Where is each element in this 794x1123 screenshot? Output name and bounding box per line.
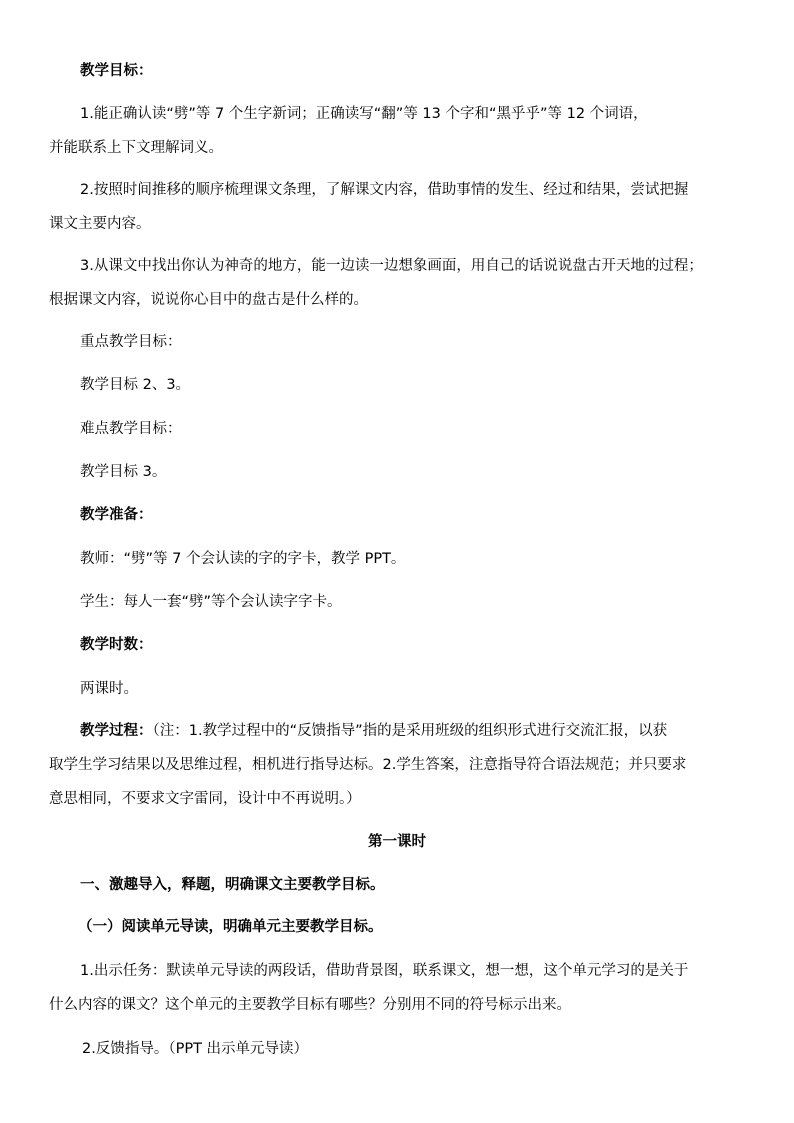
section-1-title: 一、激趣导入，释题，明确课文主要教学目标。 [80, 877, 385, 893]
prep-teacher: 教师：“劈”等 7 个会认读的字的字卡，教学 PPT。 [80, 551, 406, 567]
hard-goals-value: 教学目标 3。 [80, 464, 167, 480]
goal-1-line-2: 并能联系上下文理解词义。 [49, 140, 223, 156]
task-1-line-1: 1.出示任务：默读单元导读的两段话，借助背景图，联系课文，想一想，这个单元学习的是关于 [80, 963, 689, 979]
subsection-1-title: （一）阅读单元导读，明确单元主要教学目标。 [78, 919, 383, 935]
prep-student: 学生：每人一套“劈”等个会认读字字卡。 [80, 594, 342, 610]
key-goals-label: 重点教学目标： [80, 334, 182, 350]
heading-teaching-hours: 教学时数： [80, 637, 153, 653]
heading-teaching-prep: 教学准备： [80, 507, 153, 523]
heading-teaching-process: 教学过程： [80, 723, 153, 739]
hours-value: 两课时。 [80, 681, 138, 697]
lesson-1-title: 第一课时 [368, 834, 426, 850]
process-line-1 [80, 722, 667, 740]
hard-goals-label: 难点教学目标： [80, 421, 182, 437]
task-2-line-1: 2.反馈指导。（PPT 出示单元导读） [82, 1041, 309, 1057]
goal-3-line-2: 根据课文内容，说说你心目中的盘古是什么样的。 [49, 292, 368, 308]
key-goals-value: 教学目标 2、3。 [80, 377, 191, 393]
process-note-line-2: 取学生学习结果以及思维过程，相机进行指导达标。2.学生答案，注意指导符合语法规范；并只要求 [49, 757, 687, 773]
goal-1-line-1: 1.能正确认读“劈”等 7 个生字新词；正确读写“翻”等 13 个字和“黑乎乎”等 12 个词语， [80, 106, 648, 122]
goal-2-line-2: 课文主要内容。 [49, 216, 151, 232]
task-1-line-2: 什么内容的课文？这个单元的主要教学目标有哪些？分别用不同的符号标示出来。 [49, 997, 571, 1013]
heading-teaching-goals: 教学目标： [80, 63, 153, 79]
goal-2-line-1: 2.按照时间推移的顺序梳理课文条理，了解课文内容，借助事情的发生、经过和结果，尝试把握 [80, 182, 689, 198]
process-note-line-1: （注：1.教学过程中的“反馈指导”指的是采用班级的组织形式进行交流汇报，以获 [152, 723, 668, 739]
goal-3-line-1: 3.从课文中找出你认为神奇的地方，能一边读一边想象画面，用自己的话说说盘古开天地的过程； [80, 258, 703, 274]
process-note-line-3: 意思相同，不要求文字雷同，设计中不再说明。） [49, 791, 361, 807]
